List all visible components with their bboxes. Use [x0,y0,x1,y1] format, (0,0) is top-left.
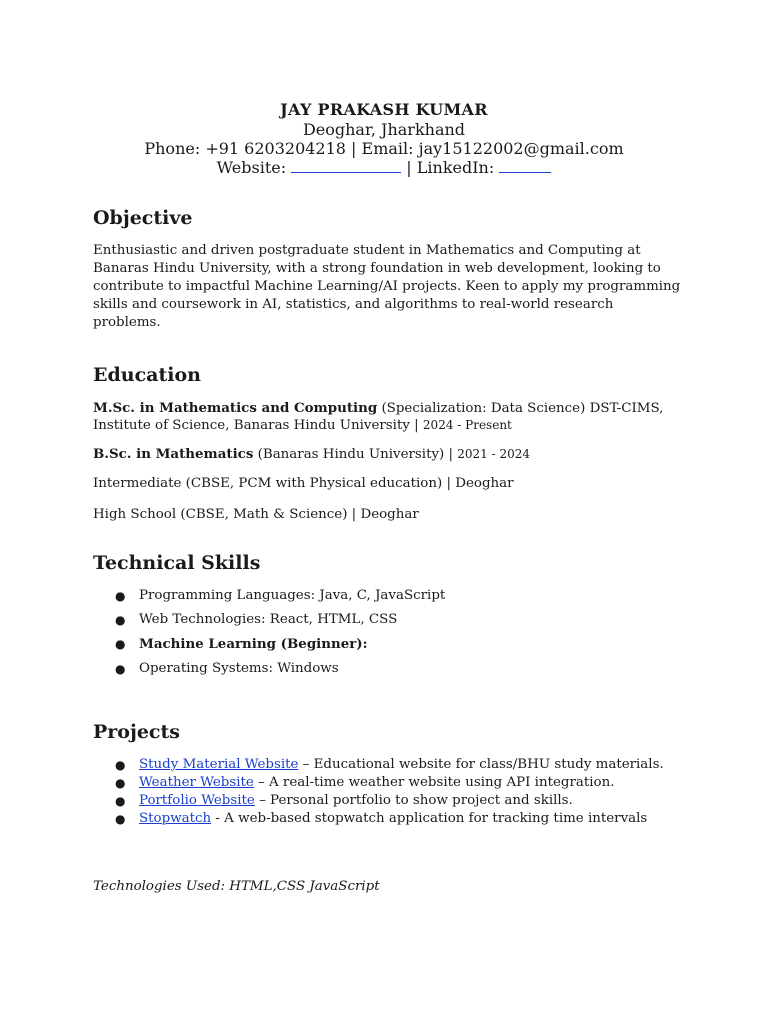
objective-text: Enthusiastic and driven postgraduate student in Mathematics and Computing at Banaras Hindu University, with a strong foundation in web development, looking to contribute to impactful Machine Learning/AI projects. Keen to apply my programming skills and coursework in AI, statistics, and algorithms to real-world research problems. [93,243,681,330]
skill-text: Web Technologies: React, HTML, CSS [139,612,398,627]
list-item [93,635,683,654]
skills-title: Technical Skills [93,552,261,574]
list-item [93,756,683,774]
links-line [0,158,768,177]
education-item-msc [93,400,683,434]
bullet-icon: ● [115,812,126,826]
candidate-name: JAY PRAKASH KUMAR [280,100,488,119]
bullet-icon: ● [115,758,126,772]
degree-name: M.Sc. in Mathematics and Computing [93,400,378,416]
skills-list [93,587,683,684]
linkedin-label: | LinkedIn: [406,158,495,177]
website-label: Website: [216,158,287,177]
degree-detail: (Specialization: Data Science) DST-CIMS, Institute of Science, Banaras Hindu University | [93,401,664,433]
list-item [93,774,683,792]
bullet-icon: ● [115,637,126,651]
bullet-icon: ● [115,613,126,627]
skill-text: Machine Learning (Beginner): [139,636,368,652]
projects-title: Projects [93,721,180,743]
degree-detail: (Banaras Hindu University) | [253,447,458,462]
project-desc: – Educational website for class/BHU study materials. [298,757,664,772]
resume-header [0,100,768,177]
website-link[interactable] [291,158,401,173]
education-item-bsc [93,446,683,463]
education-item-intermediate: Intermediate (CBSE, PCM with Physical education) | Deoghar [93,476,514,491]
project-desc: - A web-based stopwatch application for tracking time intervals [211,811,648,826]
list-item [93,587,683,605]
skill-text: Programming Languages: Java, C, JavaScript [139,588,446,603]
technologies-used: Technologies Used: HTML,CSS JavaScript [93,879,380,894]
project-link-stopwatch[interactable]: Stopwatch [139,811,212,826]
list-item [93,611,683,629]
project-desc: – A real-time weather website using API integration. [253,775,615,790]
contact-line: Phone: +91 6203204218 | Email: jay15122002@gmail.com [144,139,624,158]
bullet-icon: ● [115,662,126,676]
project-link-portfolio[interactable]: Portfolio Website [139,793,255,808]
degree-name: B.Sc. in Mathematics [93,446,254,462]
bullet-icon: ● [115,776,126,790]
list-item [93,660,683,678]
projects-list [93,756,683,828]
list-item [93,810,683,828]
project-link-weather[interactable]: Weather Website [139,775,254,790]
candidate-location: Deoghar, Jharkhand [302,120,466,139]
bullet-icon: ● [115,794,126,808]
list-item [93,792,683,810]
objective-title: Objective [93,207,193,229]
project-link-study-material[interactable]: Study Material Website [139,757,299,772]
degree-date: 2021 - 2024 [457,447,531,461]
bullet-icon: ● [115,589,126,603]
linkedin-link[interactable] [499,158,551,173]
education-item-highschool: High School (CBSE, Math & Science) | Deoghar [93,507,419,522]
project-desc: – Personal portfolio to show project and skills. [254,793,573,808]
skill-text: Operating Systems: Windows [139,661,339,676]
degree-date: 2024 - Present [422,418,512,432]
education-title: Education [93,364,201,386]
